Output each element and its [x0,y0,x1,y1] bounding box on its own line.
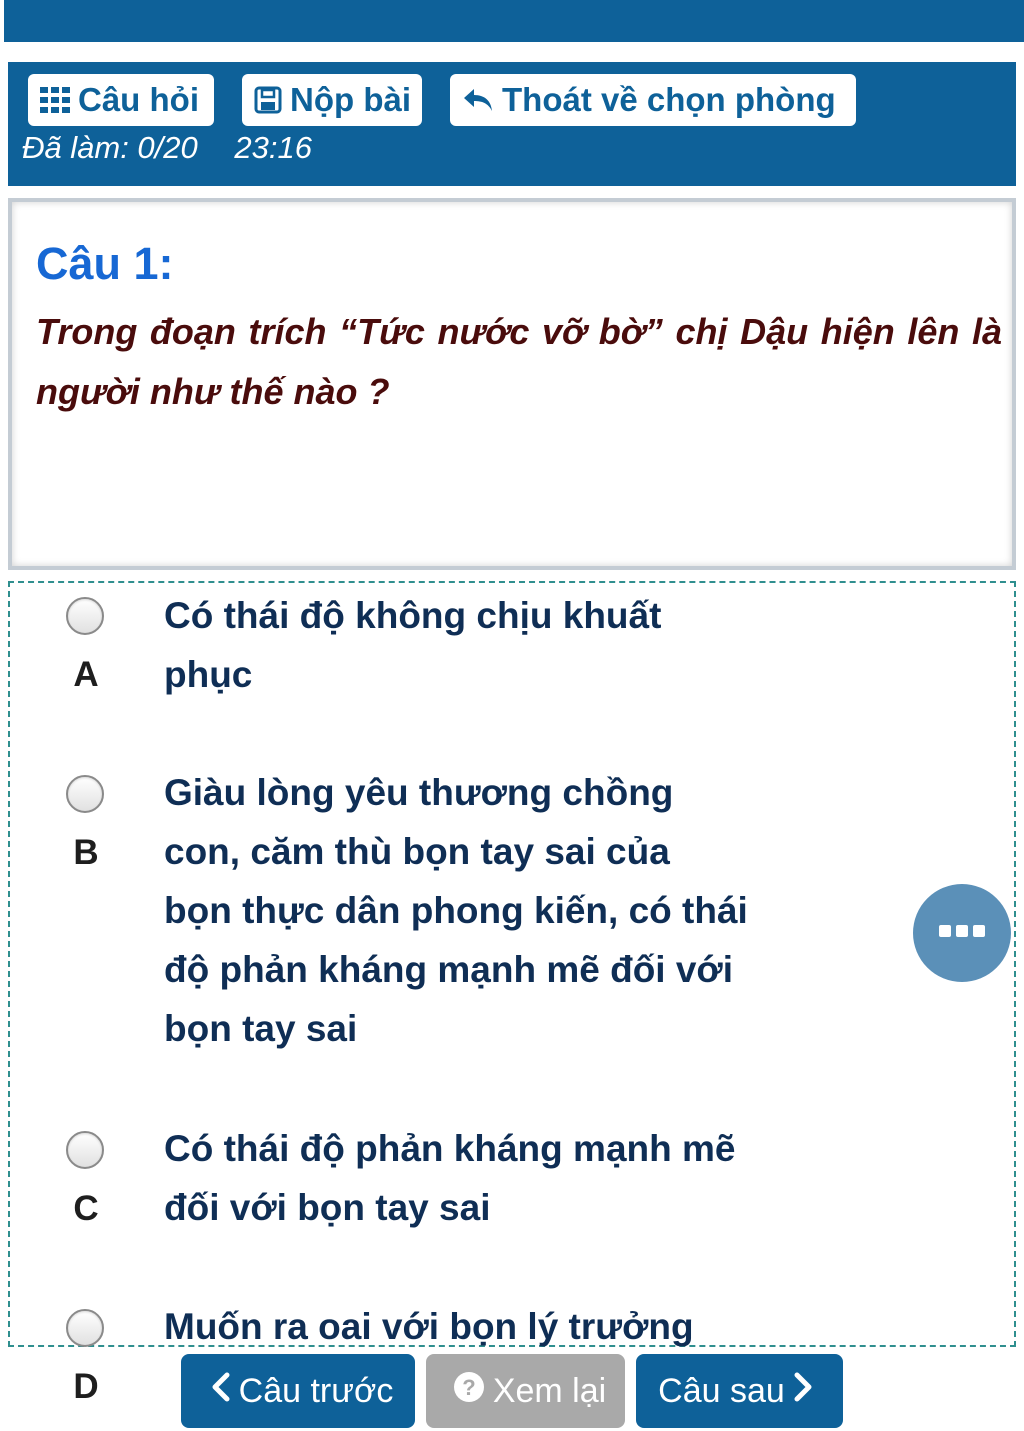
option-a-line: phục [164,654,253,695]
reply-arrow-icon [462,87,494,113]
option-c[interactable] [10,1119,1014,1269]
option-b-line: Giàu lòng yêu thương chồng [164,772,674,813]
option-b-line: bọn thực dân phong kiến, có thái [164,890,748,931]
svg-text:?: ? [462,1374,476,1400]
option-a-text [164,586,661,704]
option-c-line: Có thái độ phản kháng mạnh mẽ [164,1128,736,1169]
chevron-right-icon [785,1372,821,1411]
previous-button-label: Câu trước [238,1371,394,1410]
question-card [8,198,1016,570]
option-a-letter: A [73,655,99,694]
more-options-button[interactable] [913,884,1011,982]
option-c-text [164,1119,735,1237]
question-title: Câu 1: [36,238,174,289]
exit-to-room-button[interactable] [450,74,856,126]
next-button-label: Câu sau [658,1371,785,1410]
option-d-radio[interactable] [66,1309,104,1347]
chevron-left-icon [203,1372,239,1411]
previous-question-button[interactable] [181,1354,415,1428]
option-b-letter: B [73,833,99,872]
timer-text: 23:16 [234,130,312,165]
option-a-radio[interactable] [66,597,104,635]
option-c-radio[interactable] [66,1131,104,1169]
option-b-radio[interactable] [66,775,104,813]
question-text: Trong đoạn trích “Tức nước vỡ bờ” chị Dậu hiện lên là người như thế nào ? [36,311,1002,412]
exam-status [22,130,312,166]
exam-header [8,62,1016,186]
option-d-letter: D [73,1367,99,1406]
floppy-disk-icon [254,86,282,114]
option-c-line: đối với bọn tay sai [164,1187,491,1228]
option-a-line: Có thái độ không chịu khuất [164,595,662,636]
review-button[interactable] [426,1354,625,1428]
option-a[interactable] [10,583,1014,733]
option-b-text [164,763,748,1058]
top-bar [4,0,1024,42]
option-b-line: độ phản kháng mạnh mẽ đối với [164,949,734,990]
option-b-line: bọn tay sai [164,1008,358,1049]
option-c-letter: C [73,1189,99,1228]
progress-text: Đã làm: 0/20 [22,130,198,165]
submit-button[interactable] [242,74,422,126]
ellipsis-icon [939,924,985,943]
option-d-text [164,1297,694,1356]
questions-button[interactable] [28,74,214,126]
option-d-line: Muốn ra oai với bọn lý trưởng [164,1306,694,1347]
review-button-label: Xem lại [492,1371,607,1410]
exit-button-label: Thoát về chọn phòng [502,81,836,118]
option-b-line: con, căm thù bọn tay sai của [164,831,670,872]
grid-icon [40,87,70,113]
question-circle-icon [445,1371,493,1412]
submit-button-label: Nộp bài [290,81,411,118]
questions-button-label: Câu hỏi [78,81,199,118]
next-question-button[interactable] [636,1354,843,1428]
option-b[interactable] [10,763,1014,1093]
